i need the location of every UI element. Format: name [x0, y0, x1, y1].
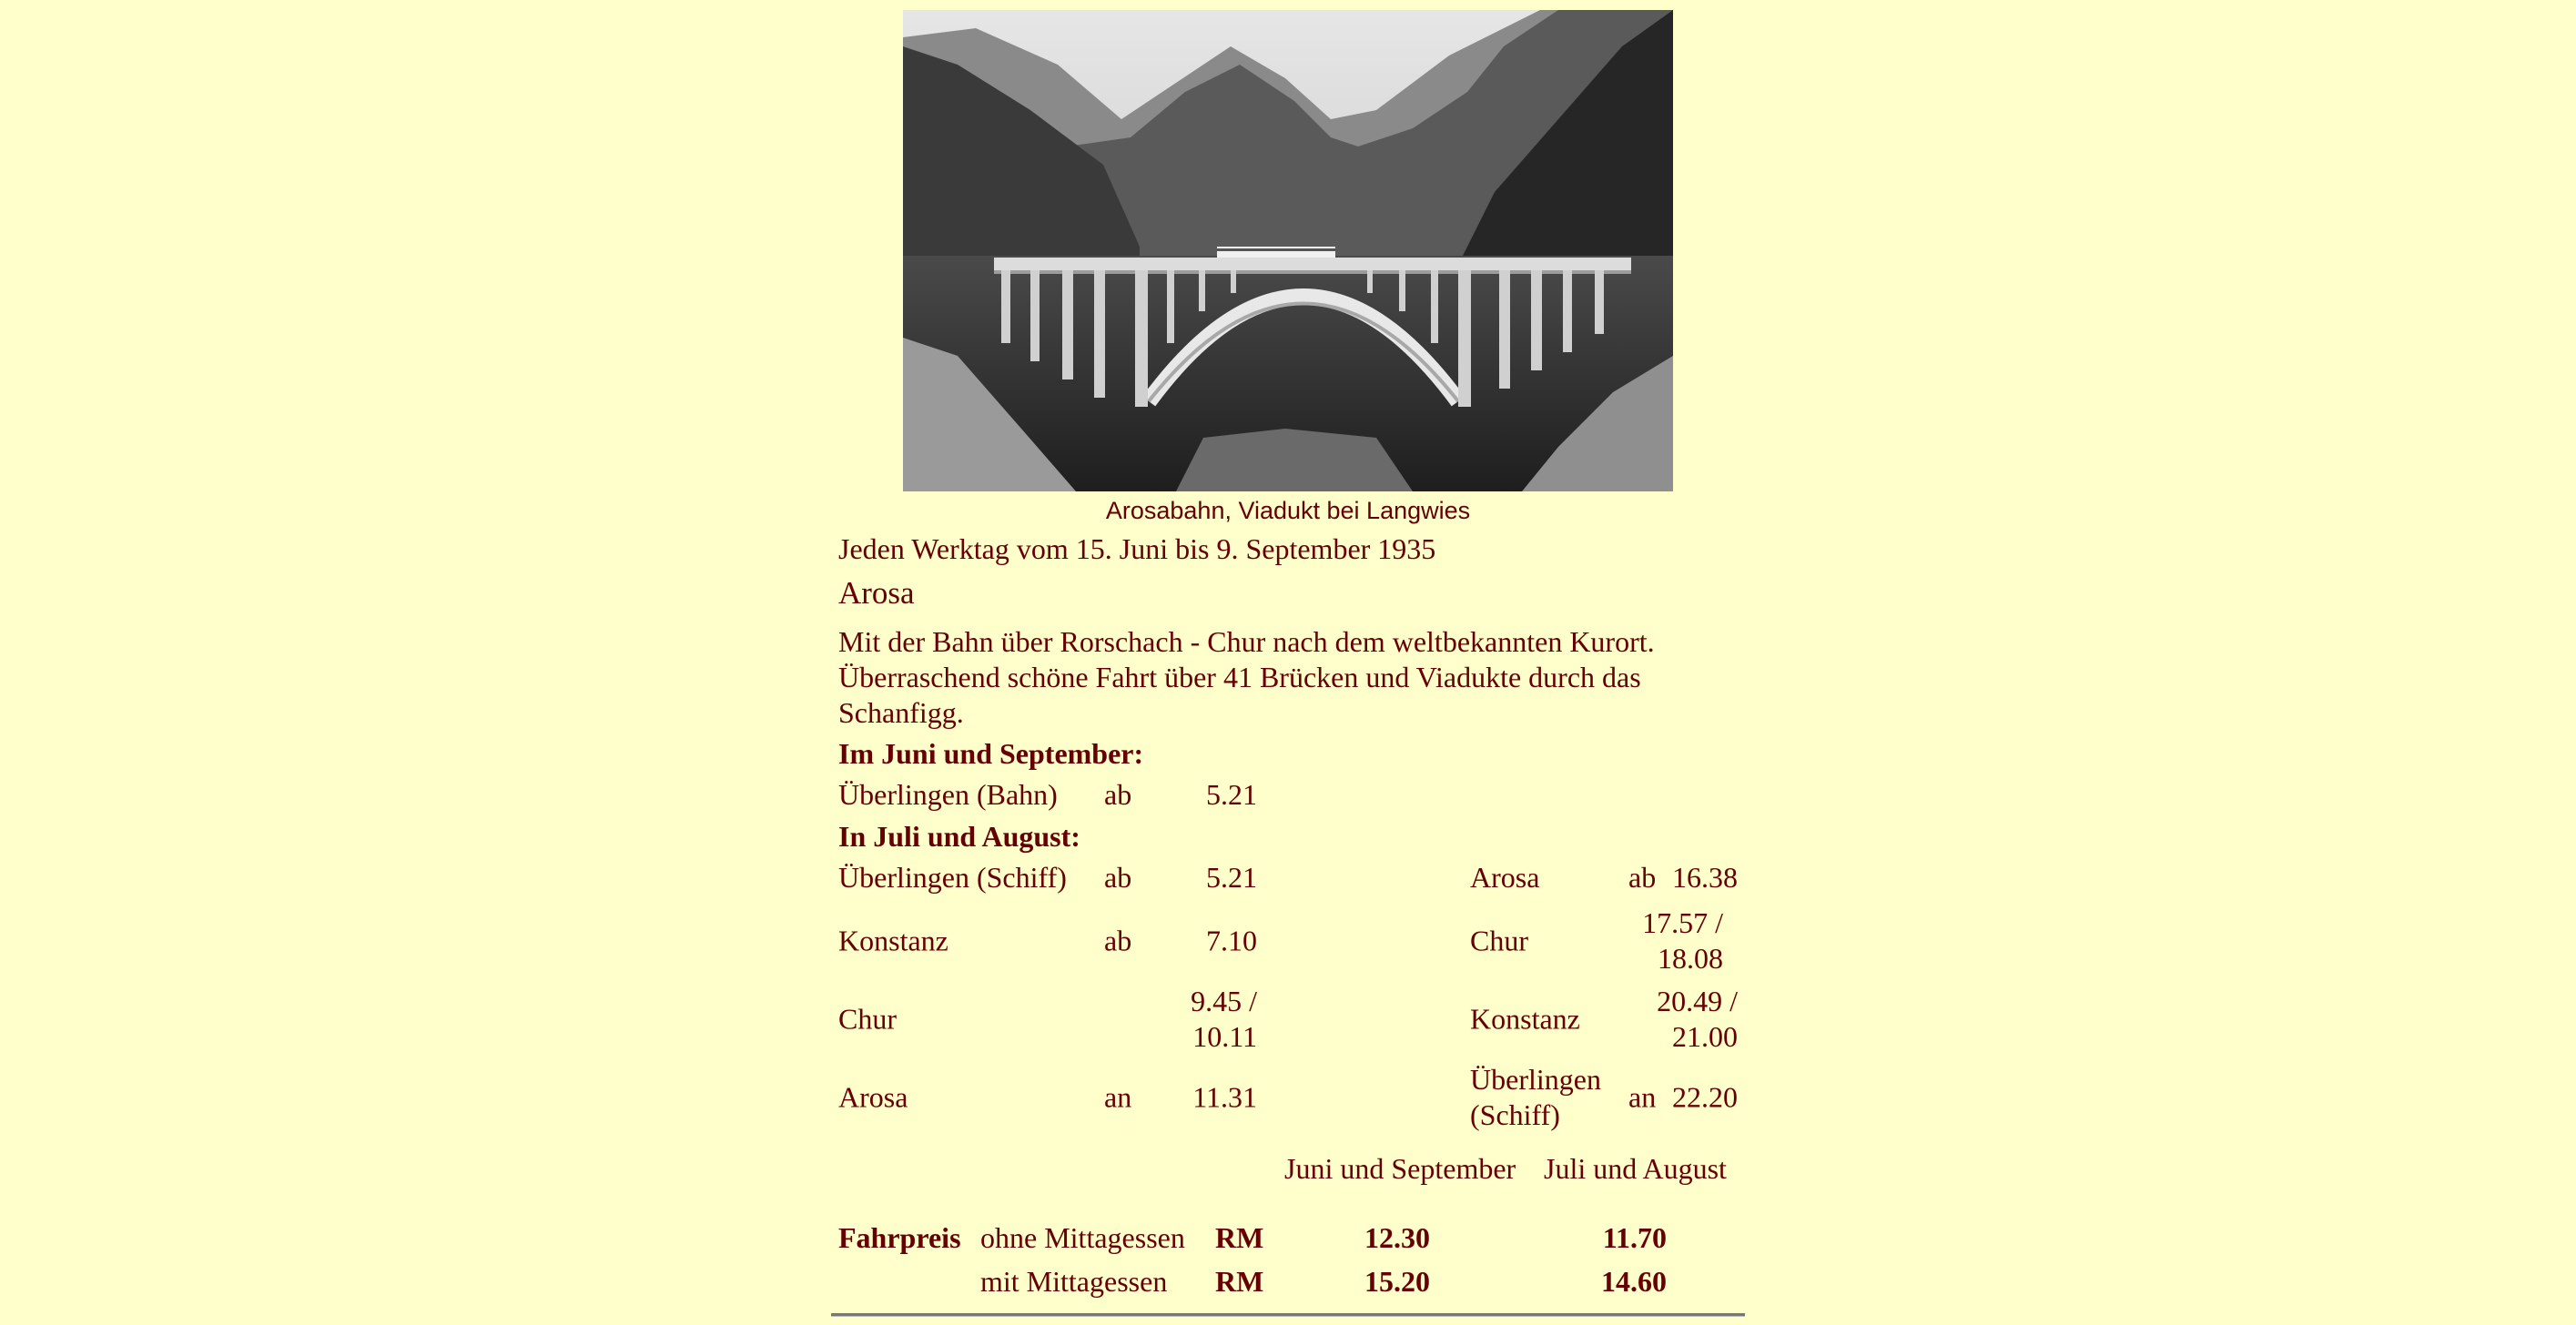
photo-caption: Arosabahn, Viadukt bei Langwies [1105, 497, 1471, 524]
fare-desc: ohne Mittagessen [980, 1221, 1185, 1254]
horizontal-rule [831, 1313, 1745, 1317]
date-line: Jeden Werktag vom 15. Juni bis 9. September 1935 [838, 532, 1436, 565]
description-line-1: Mit der Bahn über Rorschach - Chur nach dem weltbekannten Kurort. [838, 625, 1655, 658]
season-heading-june-sept: Im Juni und September: [838, 737, 1144, 770]
ab-an: ab [1104, 778, 1132, 811]
return-time: 20.49 / 21.00 [1657, 985, 1738, 1053]
fare-july-aug: 11.70 [1602, 1221, 1667, 1254]
outbound-place: Arosa [838, 1080, 908, 1114]
outbound-time: 11.31 [1192, 1080, 1257, 1114]
outbound-time: 7.10 [1206, 924, 1257, 957]
return-ab-an: an [1628, 1080, 1657, 1114]
outbound-place: Chur [838, 1002, 897, 1036]
fare-header [838, 1148, 1738, 1220]
return-place: Konstanz [1470, 1002, 1580, 1036]
schedule-row [838, 860, 1738, 902]
outbound-ab-an: ab [1104, 924, 1132, 957]
return-place: Arosa [1470, 861, 1540, 894]
outbound-time: 5.21 [1206, 861, 1257, 894]
schedule-row [838, 980, 1738, 1058]
outbound-ab-an: an [1104, 1080, 1132, 1114]
fare-row [838, 1220, 1738, 1264]
destination-heading: Arosa [838, 575, 915, 611]
outbound-ab-an: ab [1104, 861, 1132, 894]
fare-june-sept: 15.20 [1364, 1265, 1430, 1298]
return-place: Überlingen (Schiff) [1470, 1063, 1601, 1131]
season-heading-july-aug: In Juli und August: [838, 820, 1080, 853]
schedule-row [838, 902, 1738, 980]
return-time: 22.20 [1672, 1080, 1738, 1114]
fare-row [838, 1264, 1738, 1308]
fare-july-aug: 14.60 [1601, 1265, 1667, 1298]
article [838, 531, 1738, 1308]
return-ab-an: ab [1628, 861, 1657, 894]
fare-col-june-sept: Juni und September [1284, 1152, 1516, 1185]
return-time: 17.57 / 18.08 [1642, 906, 1723, 975]
return-time: 16.38 [1672, 861, 1738, 894]
description [838, 624, 1738, 731]
fare-label: Fahrpreis [838, 1221, 961, 1254]
description-line-2: Überraschend schöne Fahrt über 41 Brücken und Viadukte durch das Schanfigg. [838, 661, 1641, 729]
viaduct-photo [903, 10, 1673, 491]
outbound-place: Überlingen (Schiff) [838, 861, 1067, 894]
fare-currency: RM [1215, 1221, 1264, 1254]
time: 5.21 [1206, 778, 1257, 811]
schedule-row [838, 777, 1738, 819]
outbound-place: Konstanz [838, 924, 948, 957]
fare-col-july-aug: Juli und August [1544, 1152, 1727, 1185]
fare-june-sept: 12.30 [1364, 1221, 1430, 1254]
outbound-time: 9.45 / 10.11 [1191, 985, 1257, 1053]
fare-desc: mit Mittagessen [980, 1265, 1168, 1298]
place: Überlingen (Bahn) [838, 778, 1058, 811]
schedule-row [838, 1058, 1738, 1137]
fare-currency: RM [1215, 1265, 1264, 1298]
return-place: Chur [1470, 924, 1528, 957]
